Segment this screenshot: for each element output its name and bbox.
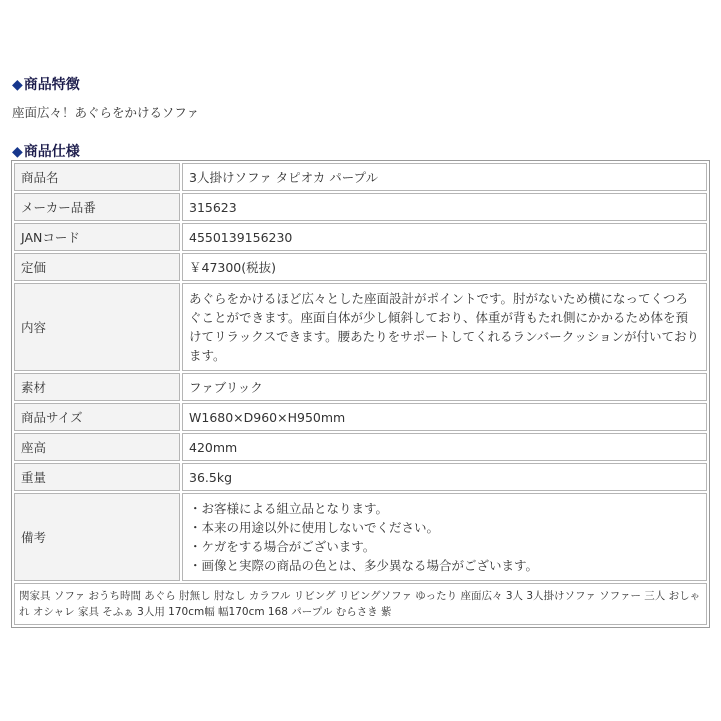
row-value: ファブリック	[182, 373, 707, 401]
keywords-row	[14, 583, 707, 625]
row-label: 定価	[14, 253, 180, 281]
table-row	[14, 283, 707, 371]
table-row	[14, 253, 707, 281]
row-value: ￥47300(税抜)	[182, 253, 707, 281]
table-row	[14, 193, 707, 221]
row-label: 素材	[14, 373, 180, 401]
table-row	[14, 223, 707, 251]
row-value: 36.5kg	[182, 463, 707, 491]
row-label: 商品サイズ	[14, 403, 180, 431]
row-value: 4550139156230	[182, 223, 707, 251]
spec-title: 商品仕様	[23, 144, 80, 160]
diamond-icon: ◆	[12, 144, 23, 160]
spec-table	[11, 160, 710, 628]
spec-heading	[12, 141, 80, 161]
row-value-notes	[182, 493, 707, 581]
note-line: ・画像と実際の商品の色とは、多少異なる場合がございます。	[189, 558, 539, 573]
row-value: 420mm	[182, 433, 707, 461]
features-title: 商品特徴	[23, 77, 80, 93]
table-row	[14, 373, 707, 401]
catch-copy: 座面広々！あぐらをかけるソファ	[12, 105, 200, 120]
row-label: 座高	[14, 433, 180, 461]
table-row	[14, 403, 707, 431]
table-row	[14, 163, 707, 191]
row-label: メーカー品番	[14, 193, 180, 221]
note-line: ・ケガをする場合がございます。	[189, 539, 376, 554]
note-line: ・お客様による組立品となります。	[189, 501, 389, 516]
table-row	[14, 463, 707, 491]
row-value: W1680×D960×H950mm	[182, 403, 707, 431]
diamond-icon: ◆	[12, 77, 23, 93]
row-label: JANコード	[14, 223, 180, 251]
row-label: 備考	[14, 493, 180, 581]
row-label: 重量	[14, 463, 180, 491]
keywords-text: 関家具 ソファ おうち時間 あぐら 肘無し 肘なし カラフル リビング リビングソファ ゆったり 座面広々 3人 3人掛けソファ ソファー 三人 おしゃれ オシャレ 家具 そふぁ 3人用 170cm幅 幅170cm 168 パープル むらさき 紫	[14, 583, 707, 625]
row-value: 3人掛けソファ タピオカ パープル	[182, 163, 707, 191]
table-row	[14, 493, 707, 581]
note-line: ・本来の用途以外に使用しないでください。	[189, 520, 440, 535]
row-label: 内容	[14, 283, 180, 371]
row-value: あぐらをかけるほど広々とした座面設計がポイントです。肘がないため横になってくつろぐことができます。座面自体が少し傾斜しており、体重が背もたれ側にかかるため体を預けてリラックスできます。腰あたりをサポートしてくれるランバークッションが付いております。	[182, 283, 707, 371]
table-row	[14, 433, 707, 461]
row-value: 315623	[182, 193, 707, 221]
row-label: 商品名	[14, 163, 180, 191]
features-heading	[12, 74, 80, 94]
